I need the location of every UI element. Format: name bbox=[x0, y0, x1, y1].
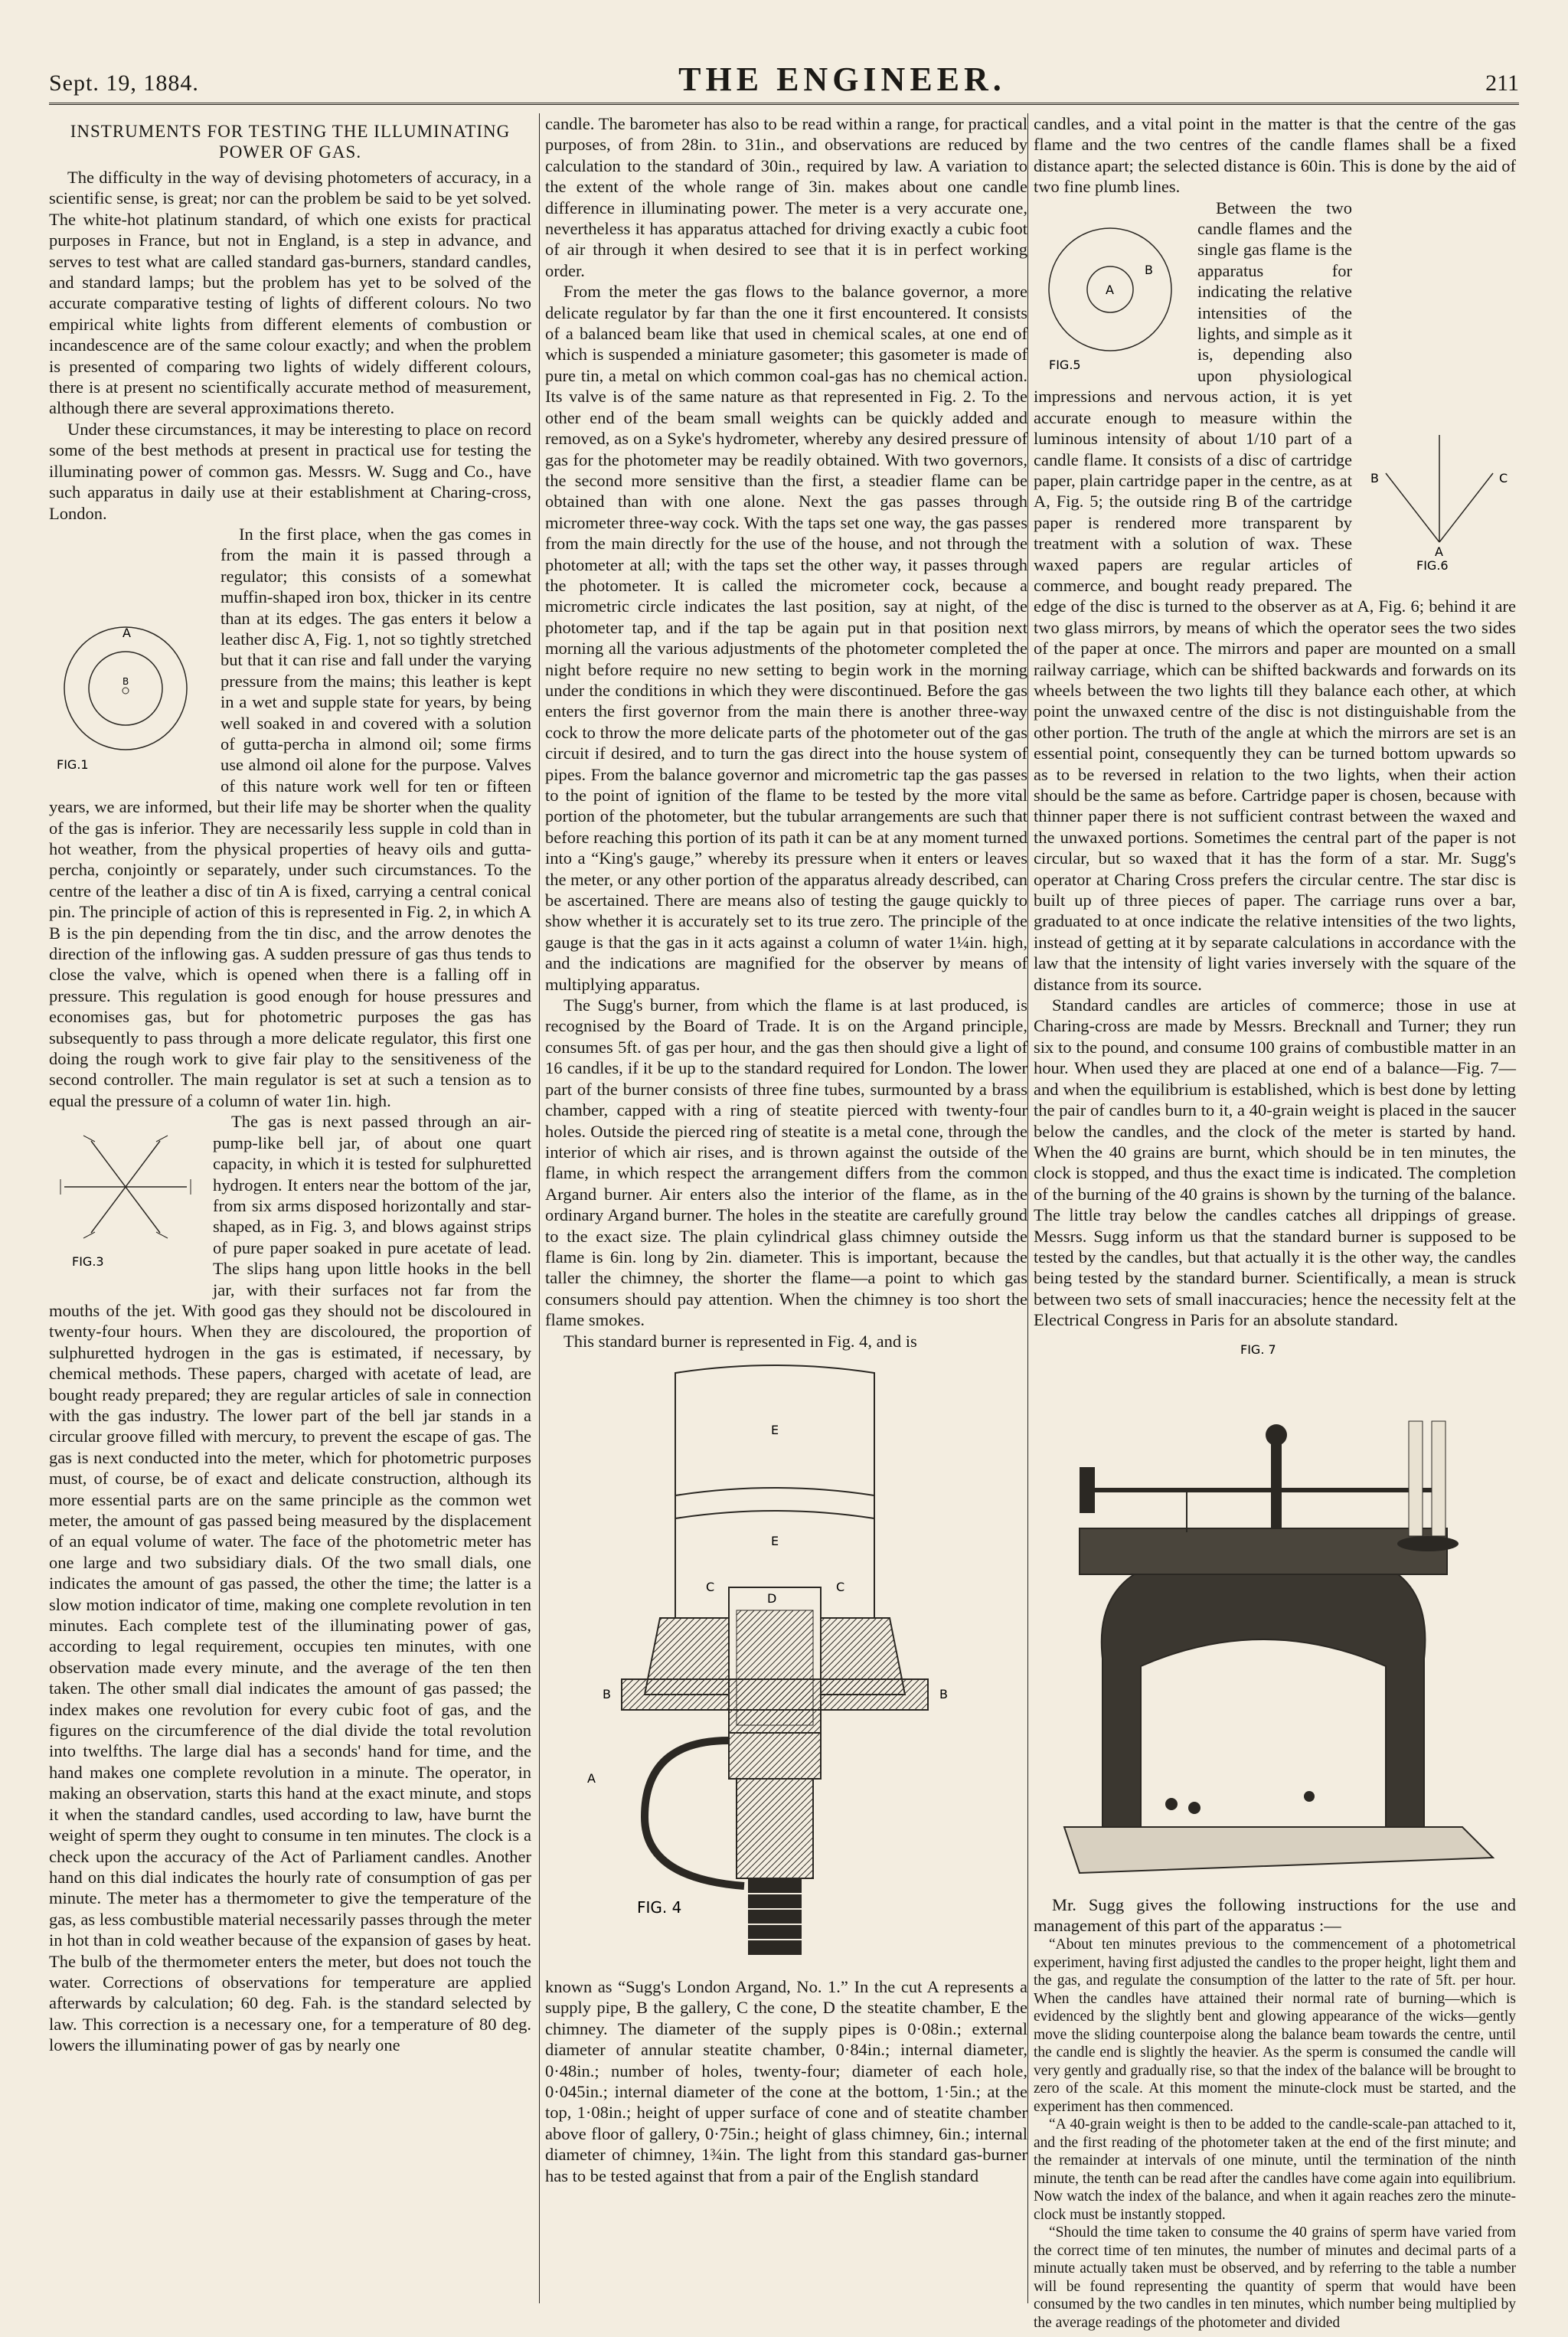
fig6-label-c: C bbox=[1499, 470, 1508, 485]
column-divider bbox=[539, 113, 540, 2303]
fig3-caption: FIG.3 bbox=[72, 1254, 104, 1270]
fig4-label-c2: C bbox=[836, 1579, 845, 1594]
paragraph: Mr. Sugg gives the following instructions for the use and management of this part of the apparatus :— bbox=[1034, 1894, 1516, 1935]
fig1-label-a: A bbox=[122, 625, 131, 640]
issue-date: Sept. 19, 1884. bbox=[49, 70, 199, 96]
paragraph: candle. The barometer has also to be read within a range, for practical purposes, of from 28in. to 31in., and observations are reduced by calculation to the standard of 30in., required by law. A variation to the extent of the whole range of 3in. makes about one candle difference in illuminating power. The meter is a very accurate one, nevertheless it has apparatus attached for driving exactly a cubic foot of air through it when desired to see that it is in perfect working order. bbox=[545, 114, 1027, 280]
figure-5 bbox=[1034, 221, 1187, 374]
paragraph: In the first place, when the gas comes in from the main it is passed through a regulator; this consists of a somewhat muffin-shaped iron box, thicker in its centre than at its edges. The gas enters it below a leather disc A, Fig. 1, not so tightly stretched but that it can rise and fall under the varying pressure from the mains; this leather is kept in a wet and supple state for years, by being well soaked in and covered with a solution of gutta-percha in almond oil; some firms use almond oil alone for the purpose. Valves of this nature work well for ten or fifteen years, we are informed, but their life may be shorter when the quality of the gas is inferior. They are necessarily less supple in cold than in hot weather, from the physical properties of heavy oils and gutta-percha, conjointly or separately, under such circumstances. To the centre of the leather a disc of tin A is fixed, carrying a central conical pin. The principle of action of this is represented in Fig. 2, in which A B is the pin depending from the tin disc, and the arrow denotes the direction of the inflowing gas. A sudden pressure of gas thus tends to close the valve, which is opened when there is a falling off in pressure. This regulation is good enough for house pressures and economises gas, but for photometric purposes the gas has subsequently to pass through a more delicate regulator, this first one doing the rough work to give fair play to the sensitiveness of the second controller. The main regulator is set at such a tension as to equal the pressure of a column of water 1in. high. bbox=[49, 524, 531, 1110]
figure-7 bbox=[1034, 1337, 1516, 1888]
masthead-rule bbox=[49, 103, 1519, 105]
paragraph: This standard burner is represented in Fig. 4, and is bbox=[564, 1331, 917, 1351]
quote-paragraph: “Should the time taken to consume the 40 grains of sperm have varied from the correct time of ten minutes, the number of minutes and decimal parts of a minute actually taken must be observed, and by referring to the table a number will be found representing the quantity of sperm that would have been consumed by the two candles in ten minutes, which number being multiplied by the average readings of the photometer and divided bbox=[1034, 2224, 1516, 2331]
figure-3 bbox=[49, 1114, 202, 1275]
fig7-caption: FIG. 7 bbox=[1240, 1342, 1276, 1357]
paragraph: The Sugg's burner, from which the flame is at last produced, is recognised by the Board of Trade. It is on the Argand principle, consumes 5ft. of gas per hour, and the gas then should give a light of 16 candles, if it be up to the standard required for London. The lower part of the burner consists of three fine tubes, surmounted by a brass chamber, capped with a ring of steatite pierced with twenty-four holes. Outside the pierced ring of steatite is a metal cone, through the interior of which air rises, and is thrown against the outside of the flame, in which respect the arrangement differs from the common Argand burner. Air enters also the interior of the flame, as in the ordinary Argand burner. The holes in the steatite are carefully ground to the exact size. The plain cylindrical glass chimney outside the flame is 6in. long by 2in. diameter. This is important, because the taller the chimney, the shorter the flame—a point to which gas consumers should pay attention. When the chimney is too short the flame smokes. bbox=[545, 995, 1027, 1330]
fig4-label-e: E bbox=[771, 1422, 779, 1437]
figure-4 bbox=[545, 1358, 1027, 1970]
fig4-label-d: D bbox=[767, 1590, 777, 1606]
figure-1 bbox=[49, 616, 210, 776]
paragraph: Standard candles are articles of commerce; those in use at Charing-cross are made by Messrs. Brecknall and Turner; they run six to the pound, and consume 100 grains of combustible matter in an hour. When used they are placed at one end of a balance—Fig. 7—and when the equilibrium is established, which is best done by letting the pair of candles burn to it, a 40-grain weight is placed in the saucer below the candles, and the clock of the meter is started by hand. When the 40 grains are burnt, which should be in ten minutes, the clock is stopped, and thus the exact time is indicated. The completion of the burning of the 40 grains is shown by the turning of the balance. The little tray below the candles catches all drippings of grease. Messrs. Sugg inform us that the standard burner is supposed to be tested by the candles, but that actually it is the other way, the candles being tested by the standard burner. Scientifically, a mean is struck between two sets of small inaccuracies; hence the necessity felt at the Electrical Congress in Paris for an absolute standard. bbox=[1034, 995, 1516, 1330]
paragraph: The difficulty in the way of devising photometers of accuracy, in a scientific sense, is great; nor can the problem be said to be yet solved. The white-hot platinum standard, of which one exists for practical purposes in France, but not in England, is a step in advance, and serves to test what are called standard gas-burners, standard candles, and standard lamps; but the problem has yet to be solved of the accurate comparative testing of lights of different colours. No two empirical white lights from different elements of combustion or incandescence are of the same colour exactly; and when the problem is presented of comparing two lights of widely different colours, there is at present no scientifically accurate method of measurement, although there are several approximations thereto. bbox=[49, 168, 531, 418]
fig1-label-b: B bbox=[122, 675, 129, 687]
fig4-caption: FIG. 4 bbox=[637, 1897, 682, 1917]
fig4-label-e2: E bbox=[771, 1533, 779, 1548]
column-3 bbox=[1034, 113, 1516, 2331]
quote-paragraph: “About ten minutes previous to the commencement of a photometrical experiment, having first adjusted the candles to the proper height, light them and the gas, and regulate the consumption of the latter to the rate of 5ft. per hour. When the candles have attained their normal rate of burning—which is evidenced by the slightly bent and glowing appearance of the wicks—gently move the sliding counterpoise along the balance beam towards the centre, until the candle end is slightly the heavier. As the sperm is consumed the candle will very gently and gradually rise, so that the index of the balance will be brought to zero of the scale. At this moment the minute-clock must be started, and the experiment has then commenced. bbox=[1034, 1937, 1516, 2115]
paragraph: Between the two candle flames and the single gas flame is the apparatus for indicating the relative intensities of the lights, and simple as it is, depending also upon physiological impressions and nervous action, it is yet accurate enough to measure within the luminous intensity of about 1/10 part of a candle flame. It consists of a disc of cartridge paper, plain cartridge paper in the centre, as at A, Fig. 5; the outside ring B of the cartridge paper is rendered more transparent by treatment with a solution of wax. These waxed papers are regular articles of commerce, and bought ready prepared. The edge of the disc is turned to the observer as at A, Fig. 6; behind it are two glass mirrors, by means of which the operator sees the two sides of the paper at once. The mirrors and paper are mounted on a small railway carriage, which can be shifted backwards and forwards on its wheels between the two lights till they balance each other, at which point the unwaxed centre of the disc is not distinguishable from the other portion. The truth of the angle at which the mirrors are set is an essential point, consequently they can be turned bottom upwards so as to be reversed in relation to the two lights, when their action should be the same as before. Cartridge paper is chosen, because with thinner paper there is not sufficient contrast between the waxed and the unwaxed portions. Sometimes the central part of the paper is not circular, but so waxed that it has the form of a star. Mr. Sugg's operator at Charing Cross prefers the circular centre. The star disc is built up of three pieces of paper. The carriage runs over a bar, graduated to at once indicate the relative intensities of the two lights, instead of getting at it by separate calculations in accordance with the law that the intensity of light varies inversely with the square of the distance from its source. bbox=[1034, 198, 1516, 994]
masthead bbox=[49, 60, 1519, 100]
figure-6 bbox=[1363, 420, 1516, 573]
page-number: 211 bbox=[1485, 70, 1519, 96]
fig4-label-b: B bbox=[603, 1686, 611, 1701]
column-divider bbox=[1027, 113, 1028, 2303]
instructions-quote bbox=[1034, 1936, 1516, 2332]
publication-title: THE ENGINEER. bbox=[678, 60, 1006, 98]
fig5-label-b: B bbox=[1145, 262, 1153, 277]
fig4-label-b2: B bbox=[939, 1686, 948, 1701]
paragraph: known as “Sugg's London Argand, No. 1.” In the cut A represents a supply pipe, B the gallery, C the cone, D the steatite chamber, E the chimney. The diameter of the supply pipes is 0·08in.; external diameter of annular steatite chamber, 0·84in.; internal diameter, 0·48in.; number of holes, twenty-four; diameter of each hole, 0·045in.; internal diameter of the cone at the bottom, 1·5in.; at the top, 1·08in.; height of upper surface of cone and of steatite chamber above floor of gallery, 0·75in.; height of glass chimney, 6in.; internal diameter of chimney, 1¾in. The light from this standard gas-burner has to be tested against that from a pair of the English standard bbox=[545, 1976, 1027, 2185]
fig1-caption: FIG.1 bbox=[57, 757, 89, 772]
fig5-caption: FIG.5 bbox=[1049, 357, 1081, 372]
fig4-label-c: C bbox=[706, 1579, 715, 1594]
paragraph: From the meter the gas flows to the balance governor, a more delicate regulator by far than the one it first encountered. It consists of a balanced beam like that used in chemical scales, at one end of which is suspended a miniature gasometer; this gasometer is made of pure tin, a metal on which common coal-gas has no chemical action. Its valve is of the same nature as that represented in Fig. 2. To the other end of the beam small weights can be quickly added and removed, as on a Syke's hydrometer, whereby any desired pressure of gas for the photometer may be readily obtained. With two governors, the second more sensitive than the first, a steadier flame can be obtained than with one alone. Next the gas passes through micrometer three-way cock. With the taps set one way, the gas passes from the main directly for the use of the house, and not through the photometer at all; with the taps set the other way, it passes through the photometer. It is called the micrometer cock, because a micrometric circle indicates the last position, say at night, of the photometer tap, and if the tap be again put in that position next morning all the various adjustments of the photometer completed the night before require no new setting to begin work in the morning under the conditions in which they were discontinued. Before the gas enters the first governor from the main there is another three-way cock to throw the more delicate parts of the photometer out of the gas circuit if desired, and to turn the gas direct into the house system of pipes. From the balance governor and micrometric tap the gas passes to the point of ignition of the flame to be tested by the more vital portion of the photometer, but the tubular arrangements are such that before reaching this portion of its path it can be at any moment turned into a “King's gauge,” whereby its pressure when it enters or leaves the meter, or any other portion of the apparatus already described, can be ascertained. There are means also of testing the gauge quickly to show whether it is accurately set to its true zero. The principle of the gauge is that the gas in it acts against a column of water 1¼in. high, and the indications are magnified for the observer by means of multiplying apparatus. bbox=[545, 282, 1027, 994]
paragraph: candles, and a vital point in the matter is that the centre of the gas flame and the two centres of the candle flames shall be a fixed distance apart; the selected distance is 60in. This is done by the aid of two fine plumb lines. bbox=[1034, 114, 1516, 197]
column-2 bbox=[545, 113, 1027, 2306]
paragraph: Under these circumstances, it may be interesting to place on record some of the best methods at present in practical use for testing the illuminating power of common gas. Messrs. W. Sugg and Co., have such apparatus in daily use at their establishment at Charing-cross, London. bbox=[49, 419, 531, 523]
fig6-label-b: B bbox=[1370, 470, 1379, 485]
quote-paragraph: “A 40-grain weight is then to be added to the candle-scale-pan attached to it, and the first reading of the photometer taken at the end of the first minute; and the remainder at intervals of one minute, until the termination of the ninth minute, the tenth can be read after the candles have come again into equilibrium. Now watch the index of the balance, and when it again reaches zero the minute-clock must be instantly stopped. bbox=[1034, 2116, 1516, 2223]
column-1 bbox=[49, 113, 531, 2306]
paragraph: The gas is next passed through an air-pump-like bell jar, of about one quart capacity, in which it is tested for sulphuretted hydrogen. It enters near the bottom of the jar, from six arms disposed horizontally and star-shaped, as in Fig. 3, and blows against strips of pure paper soaked in pure acetate of lead. The slips hang upon little hooks in the bell jar, with their surfaces not far from the mouths of the jet. With good gas they should not be discoloured in twenty-four hours. When they are discoloured, the proportion of sulphuretted hydrogen in the gas is estimated, if necessary, by chemical methods. These papers, charged with acetate of lead, are bought ready prepared; they are regular articles of sale in connection with the gas industry. The lower part of the bell jar stands in a circular groove filled with mercury, to prevent the escape of gas. The gas is next conducted into the meter, which for photometric purposes must, of course, be of exact and delicate construction, although its more essential parts are on the same principle as the common wet meter, the amount of gas passed being measured by the displacement of an equal volume of water. The face of the photometric meter has one large and two subsidiary dials. Of the two small dials, one indicates the amount of gas passed, the other the time; the latter is a slow motion indicator of time, making one complete revolution in ten minutes. Each complete test of the illuminating power of gas, according to legal requirement, occupies ten minutes, with one observation made every minute, and the average of the ten then taken. The other small dial indicates the amount of gas passed; the index makes one revolution for every cubic foot of gas, and the figures on the circumference of the dial divide the total revolution into twelfths. The large dial has a seconds' hand for time, and the hand makes one complete revolution in a minute. The operator, in making an observation, starts this hand at the exact minute, and stops it when the standard candles, used according to law, have burnt the weight of sperm they ought to consume in ten minutes. The clock is a check upon the accuracy of the Act of Parliament candles. Another hand on this dial indicates the hourly rate of consumption of gas per minute. The meter has a thermometer to give the temperature of the gas, as less combustible material necessarily passes through the meter in hot than in cold weather because of the expansion of gases by heat. The bulb of the thermometer enters the meter, but does not touch the water. Corrections of observations for temperature are applied afterwards by calculation; 60 deg. Fah. is the standard selected by law. This correction is a necessary one, for a temperature of 80 deg. lowers the illuminating power of gas by nearly one bbox=[49, 1112, 531, 2055]
article-heading: INSTRUMENTS FOR TESTING THE ILLUMINATING POWER OF GAS. bbox=[70, 122, 511, 162]
fig4-label-a: A bbox=[587, 1770, 596, 1786]
fig6-label-a: A bbox=[1435, 544, 1443, 559]
fig6-caption: FIG.6 bbox=[1416, 557, 1449, 573]
fig5-label-a: A bbox=[1106, 282, 1114, 297]
